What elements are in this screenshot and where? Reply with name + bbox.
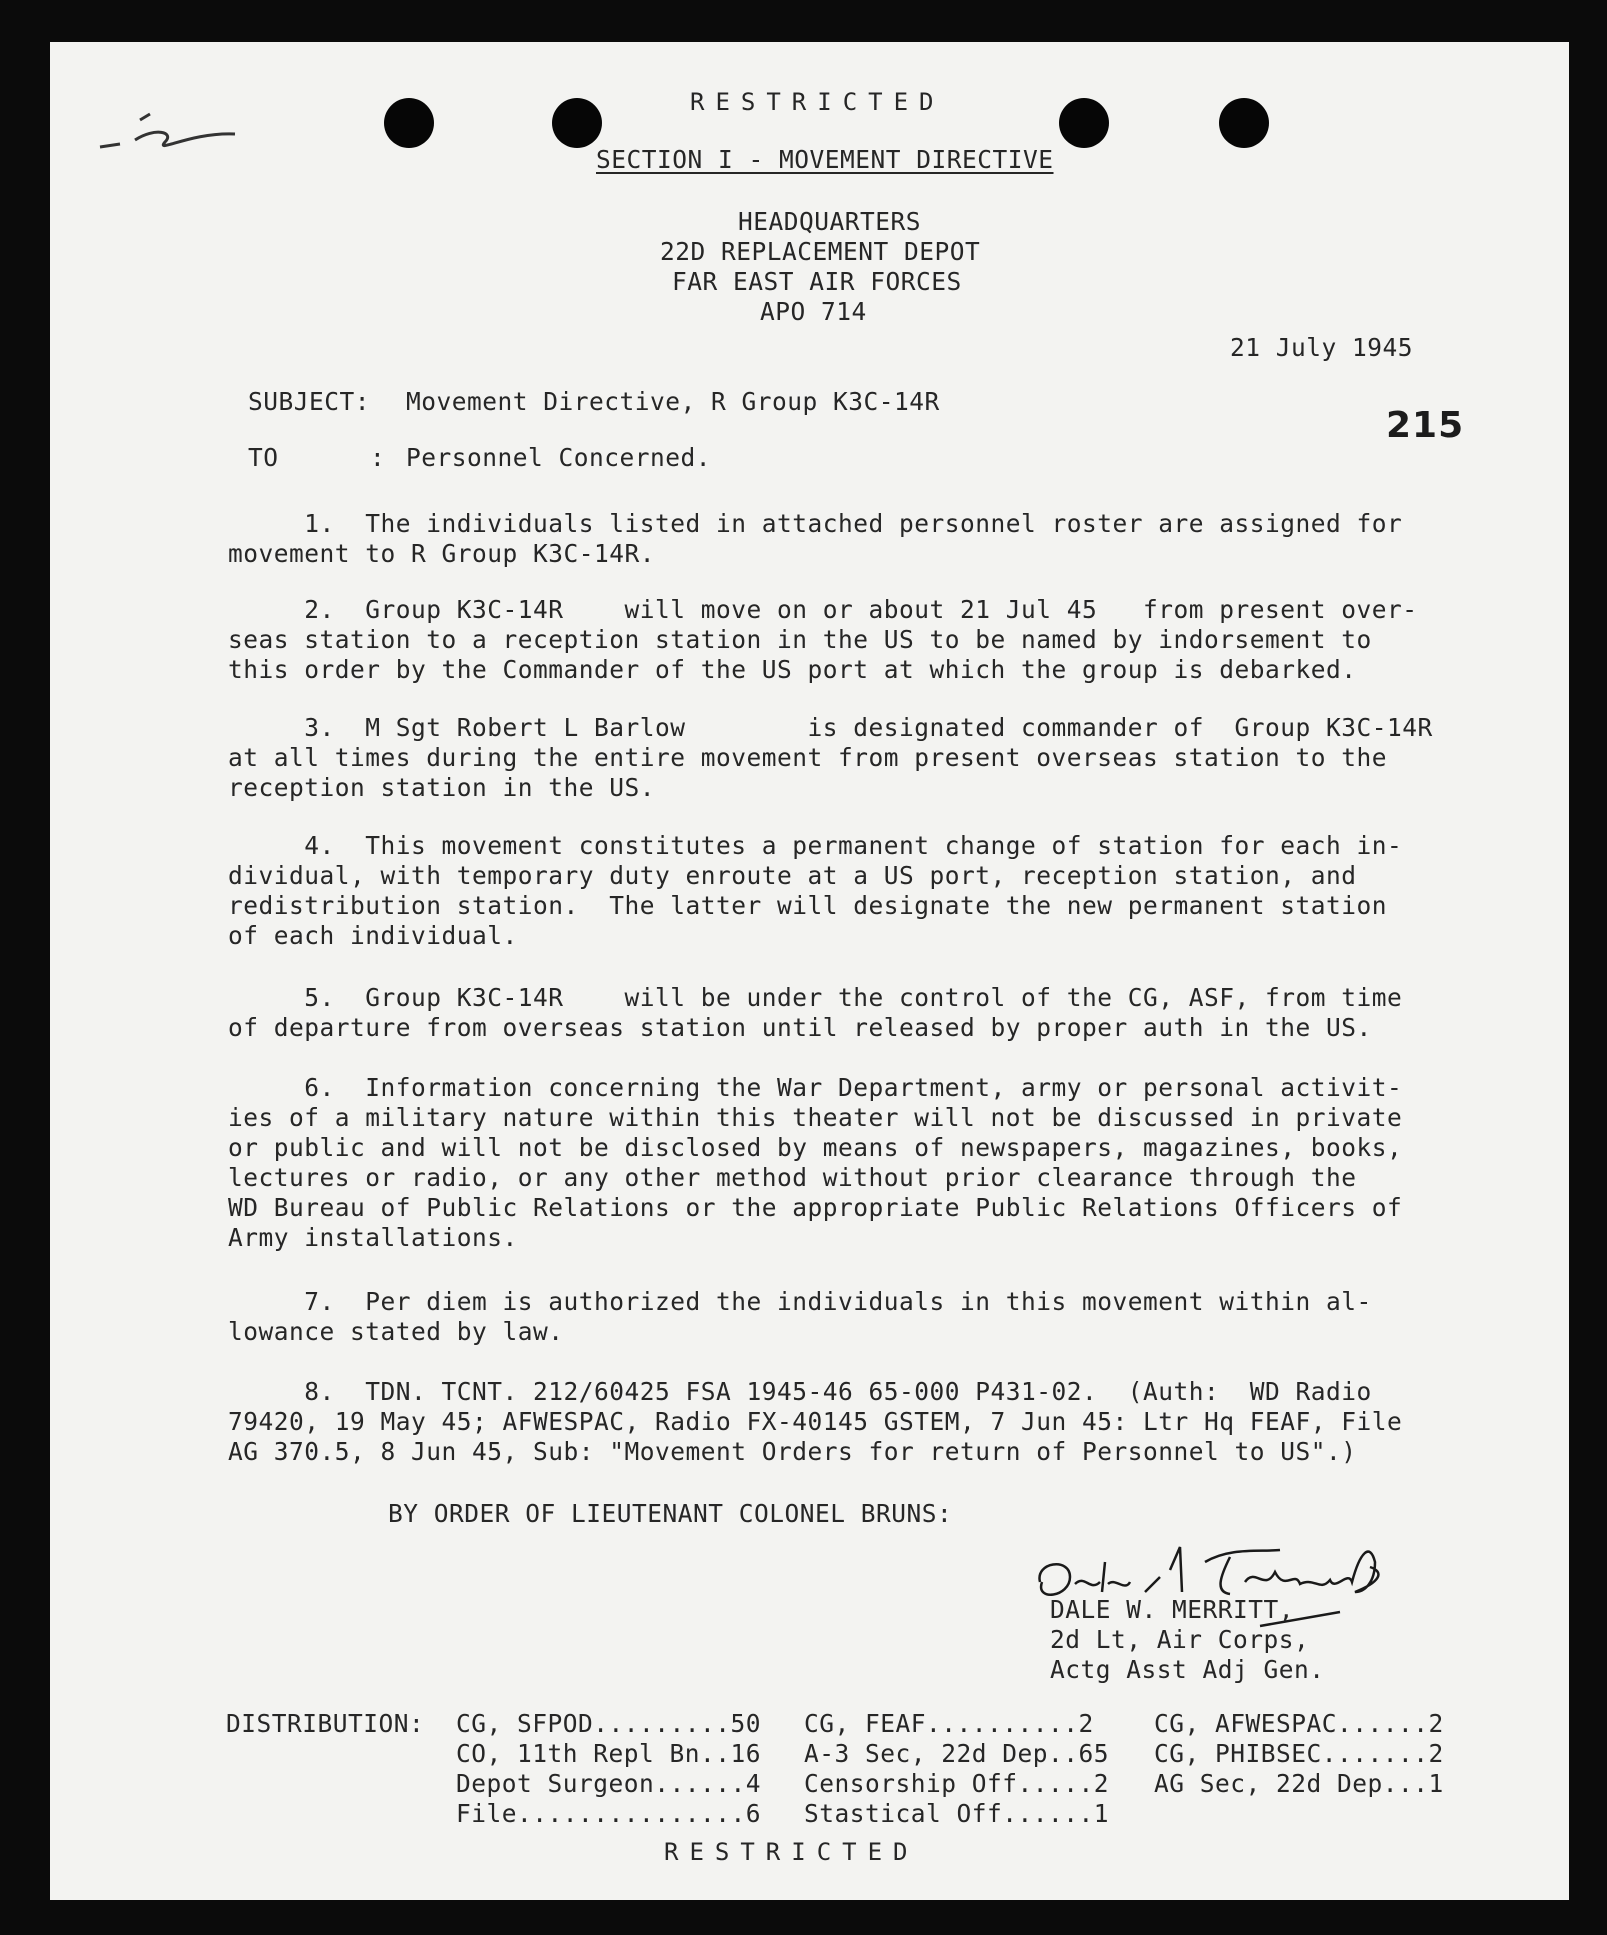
org-line: HEADQUARTERS: [738, 207, 922, 236]
distribution-entry: CG, SFPOD.........50: [456, 1709, 762, 1738]
distribution-entry: File...............6: [456, 1799, 762, 1828]
handwritten-signature: [1030, 1522, 1450, 1642]
subject-value: Movement Directive, R Group K3C-14R: [406, 387, 940, 416]
paragraph-line: ies of a military nature within this theater will not be discussed in private: [228, 1103, 1403, 1132]
paragraph-line: of departure from overseas station until released by proper auth in the US.: [228, 1013, 1372, 1042]
to-value: Personnel Concerned.: [406, 443, 712, 472]
org-line: 22D REPLACEMENT DEPOT: [660, 237, 981, 266]
paragraph-line: at all times during the entire movement from present overseas station to the: [228, 743, 1388, 772]
distribution-entry: CG, FEAF..........2: [804, 1709, 1094, 1738]
distribution-label: DISTRIBUTION:: [226, 1709, 425, 1738]
paragraph-line: 4. This movement constitutes a permanent change of station for each in-: [228, 831, 1403, 860]
document-date: 21 July 1945: [1230, 333, 1414, 362]
punch-hole: [1219, 98, 1269, 148]
paragraph-line: lowance stated by law.: [228, 1317, 564, 1346]
paragraph-line: movement to R Group K3C-14R.: [228, 539, 656, 568]
distribution-entry: AG Sec, 22d Dep...1: [1154, 1769, 1444, 1798]
paragraph-line: 1. The individuals listed in attached personnel roster are assigned for: [228, 509, 1403, 538]
paragraph-line: or public and will not be disclosed by means of newspapers, magazines, books,: [228, 1133, 1403, 1162]
distribution-entry: Depot Surgeon......4: [456, 1769, 762, 1798]
by-order-line: BY ORDER OF LIEUTENANT COLONEL BRUNS:: [388, 1499, 953, 1528]
paragraph-line: 79420, 19 May 45; AFWESPAC, Radio FX-40145 GSTEM, 7 Jun 45: Ltr Hq FEAF, File: [228, 1407, 1403, 1436]
distribution-entry: Stastical Off......1: [804, 1799, 1110, 1828]
paragraph-line: 2. Group K3C-14R will move on or about 21 Jul 45 from present over-: [228, 595, 1418, 624]
paragraph-line: 5. Group K3C-14R will be under the control of the CG, ASF, from time: [228, 983, 1403, 1012]
subject-label: SUBJECT:: [248, 387, 371, 416]
signature-rank: 2d Lt, Air Corps,: [1050, 1625, 1310, 1654]
paragraph-line: this order by the Commander of the US port at which the group is debarked.: [228, 655, 1357, 684]
paragraph-line: redistribution station. The latter will designate the new permanent station: [228, 891, 1388, 920]
paragraph-line: AG 370.5, 8 Jun 45, Sub: "Movement Orders for return of Personnel to US".): [228, 1437, 1357, 1466]
paragraph-line: of each individual.: [228, 921, 518, 950]
signature-name: DALE W. MERRITT,: [1050, 1595, 1295, 1624]
paragraph-line: seas station to a reception station in the US to be named by indorsement to: [228, 625, 1372, 654]
punch-hole: [552, 98, 602, 148]
distribution-entry: Censorship Off.....2: [804, 1769, 1110, 1798]
distribution-entry: A-3 Sec, 22d Dep..65: [804, 1739, 1110, 1768]
punch-hole: [384, 98, 434, 148]
paragraph-line: Army installations.: [228, 1223, 518, 1252]
punch-hole: [1059, 98, 1109, 148]
paragraph-line: 8. TDN. TCNT. 212/60425 FSA 1945-46 65-000 P431-02. (Auth: WD Radio: [228, 1377, 1372, 1406]
document-page: [50, 42, 1569, 1900]
distribution-entry: CG, AFWESPAC......2: [1154, 1709, 1444, 1738]
distribution-entry: CO, 11th Repl Bn..16: [456, 1739, 762, 1768]
org-line: FAR EAST AIR FORCES: [672, 267, 962, 296]
paragraph-line: lectures or radio, or any other method without prior clearance through the: [228, 1163, 1357, 1192]
paragraph-line: WD Bureau of Public Relations or the appropriate Public Relations Officers of: [228, 1193, 1403, 1222]
classification-top: RESTRICTED: [690, 88, 945, 116]
to-label: TO :: [248, 443, 386, 472]
paragraph-line: dividual, with temporary duty enroute at a US port, reception station, and: [228, 861, 1357, 890]
pencil-mark: [95, 92, 265, 172]
paragraph-line: 7. Per diem is authorized the individuals in this movement within al-: [228, 1287, 1372, 1316]
section-title: SECTION I - MOVEMENT DIRECTIVE: [596, 145, 1054, 174]
paragraph-line: 3. M Sgt Robert L Barlow is designated commander of Group K3C-14R: [228, 713, 1433, 742]
classification-bottom: RESTRICTED: [664, 1838, 919, 1866]
paragraph-line: reception station in the US.: [228, 773, 656, 802]
document-number: 215: [1386, 405, 1465, 446]
org-line: APO 714: [760, 297, 867, 326]
paragraph-line: 6. Information concerning the War Department, army or personal activit-: [228, 1073, 1403, 1102]
signature-title: Actg Asst Adj Gen.: [1050, 1655, 1325, 1684]
distribution-entry: CG, PHIBSEC.......2: [1154, 1739, 1444, 1768]
